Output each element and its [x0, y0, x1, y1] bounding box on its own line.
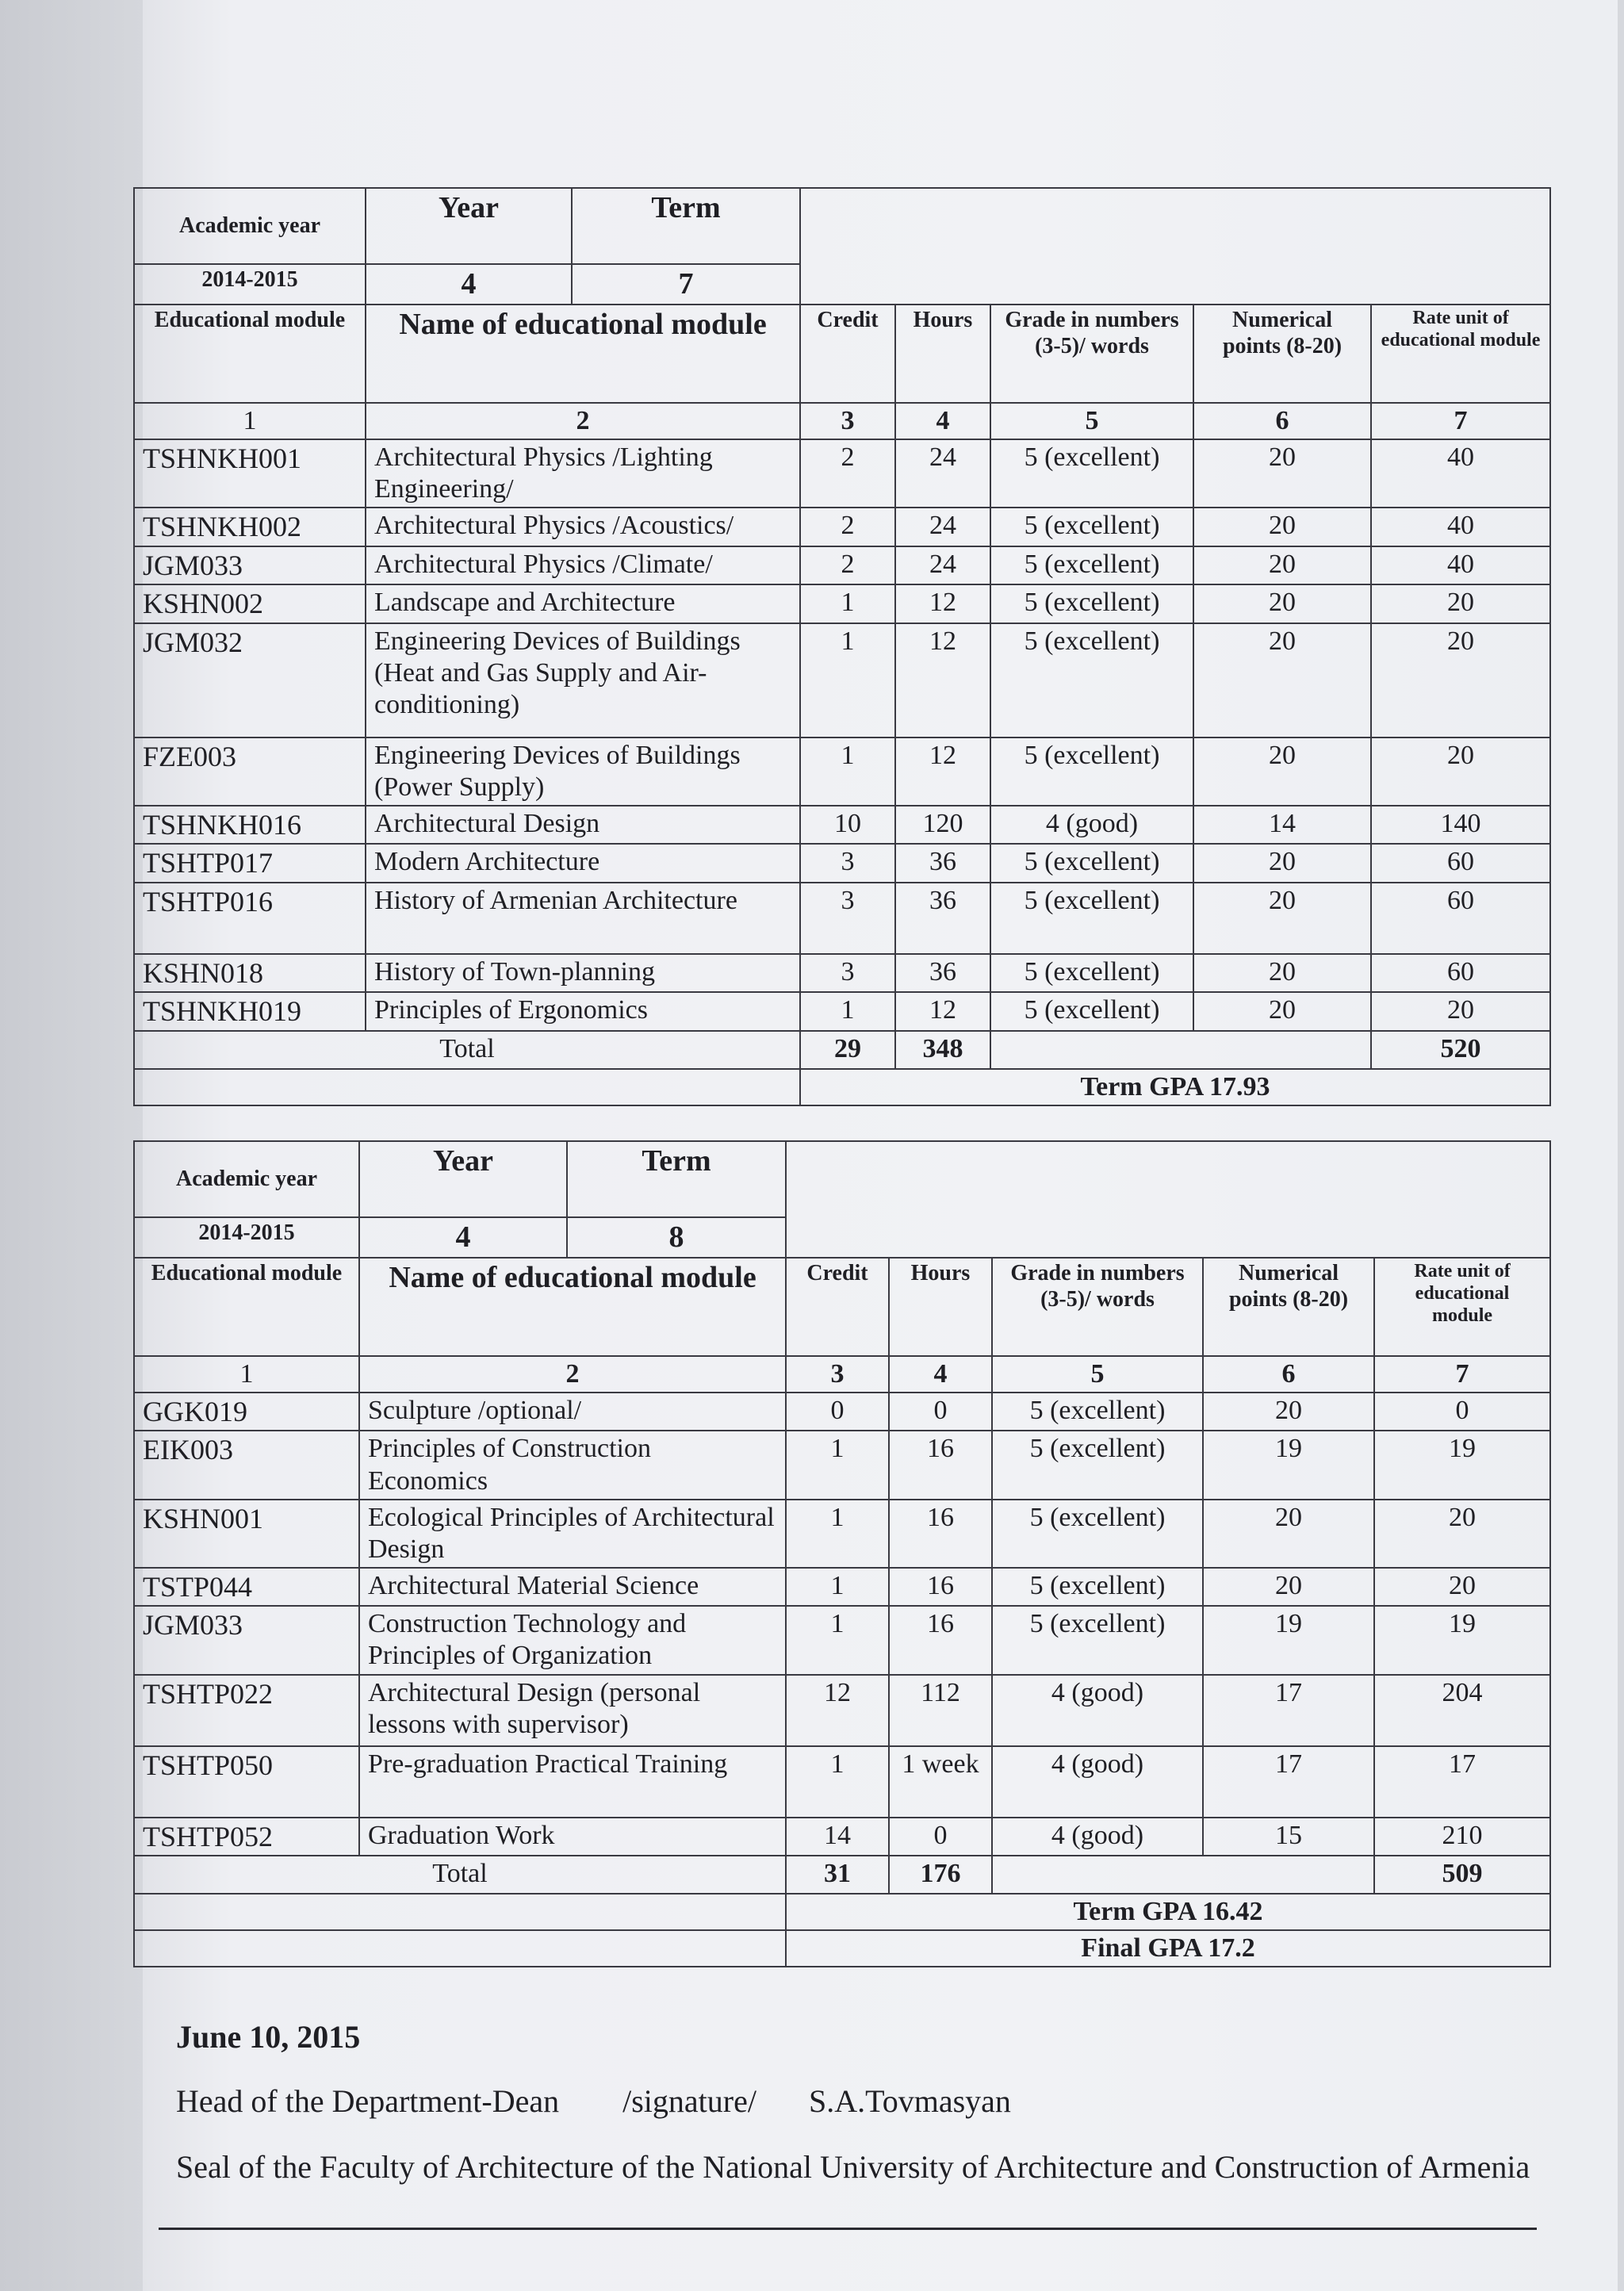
- table-row: [134, 1746, 1550, 1818]
- module-rate: 204: [1374, 1675, 1550, 1746]
- col-header-grade: Grade in numbers (3-5)/ words: [990, 305, 1193, 403]
- module-grade: 5 (excellent): [990, 883, 1193, 954]
- total-label: Total: [134, 1856, 786, 1894]
- module-grade: 4 (good): [992, 1675, 1203, 1746]
- module-hours: 16: [889, 1606, 992, 1674]
- module-grade: 5 (excellent): [990, 439, 1193, 508]
- module-hours: 112: [889, 1675, 992, 1746]
- module-grade: 5 (excellent): [992, 1431, 1203, 1499]
- total-rate: 509: [1374, 1856, 1550, 1894]
- table-row: [134, 737, 1550, 806]
- module-rate: 20: [1371, 737, 1550, 806]
- module-hours: 24: [895, 546, 990, 584]
- module-code: FZE003: [134, 737, 366, 806]
- module-credit: 3: [800, 844, 895, 882]
- module-grade: 5 (excellent): [990, 737, 1193, 806]
- total-blank: [992, 1856, 1374, 1894]
- module-name: Architectural Physics /Climate/: [366, 546, 800, 584]
- module-grade: 5 (excellent): [992, 1500, 1203, 1568]
- module-credit: 0: [786, 1393, 889, 1431]
- col-number: 6: [1193, 403, 1371, 439]
- total-hours: 348: [895, 1031, 990, 1069]
- year-value: 4: [366, 264, 572, 305]
- module-hours: 36: [895, 954, 990, 992]
- module-code: TSTP044: [134, 1568, 359, 1606]
- term-8-rows: [134, 1393, 1550, 1856]
- total-blank: [990, 1031, 1371, 1069]
- module-grade: 5 (excellent): [990, 954, 1193, 992]
- module-code: TSHNKH019: [134, 992, 366, 1030]
- final-gpa-blank: [134, 1930, 786, 1967]
- module-points: 17: [1203, 1746, 1374, 1818]
- header-blank: [800, 188, 1550, 305]
- module-grade: 5 (excellent): [992, 1393, 1203, 1431]
- module-code: JGM033: [134, 546, 366, 584]
- academic-year-value: 2014-2015: [134, 1217, 359, 1258]
- module-rate: 19: [1374, 1431, 1550, 1499]
- module-points: 14: [1193, 806, 1371, 844]
- module-code: KSHN018: [134, 954, 366, 992]
- module-rate: 19: [1374, 1606, 1550, 1674]
- signatory-position: Head of the Department-Dean: [176, 2083, 560, 2119]
- table-row: [134, 1818, 1550, 1856]
- module-points: 20: [1193, 508, 1371, 546]
- module-points: 15: [1203, 1818, 1374, 1856]
- col-header-rate: Rate unit of educational module: [1374, 1258, 1550, 1356]
- module-grade: 5 (excellent): [990, 546, 1193, 584]
- col-header-hours: Hours: [889, 1258, 992, 1356]
- signatory-name: S.A.Tovmasyan: [808, 2083, 1011, 2119]
- col-header-points: Numerical points (8-20): [1203, 1258, 1374, 1356]
- module-name: History of Town-planning: [366, 954, 800, 992]
- table-row: [134, 844, 1550, 882]
- table-row: [134, 1568, 1550, 1606]
- module-name: Sculpture /optional/: [359, 1393, 786, 1431]
- col-header-module-name: Name of educational module: [359, 1258, 786, 1356]
- module-code: TSHTP016: [134, 883, 366, 954]
- module-rate: 20: [1374, 1568, 1550, 1606]
- seal-text: Seal of the Faculty of Architecture of the National University of Architecture and Construction of Armenia: [176, 2149, 1530, 2185]
- module-hours: 0: [889, 1393, 992, 1431]
- module-points: 20: [1203, 1393, 1374, 1431]
- module-name: Architectural Physics /Lighting Engineering/: [366, 439, 800, 508]
- module-credit: 3: [800, 883, 895, 954]
- module-name: Modern Architecture: [366, 844, 800, 882]
- col-header-grade: Grade in numbers (3-5)/ words: [992, 1258, 1203, 1356]
- module-credit: 2: [800, 508, 895, 546]
- table-row: [134, 1393, 1550, 1431]
- table-row: [134, 1675, 1550, 1746]
- gpa-blank: [134, 1894, 786, 1930]
- module-hours: 12: [895, 623, 990, 737]
- col-number: 4: [889, 1356, 992, 1393]
- total-credit: 29: [800, 1031, 895, 1069]
- module-code: JGM033: [134, 1606, 359, 1674]
- module-credit: 2: [800, 546, 895, 584]
- term-8-transcript-table: [133, 1140, 1551, 1967]
- module-rate: 40: [1371, 508, 1550, 546]
- year-label: Year: [359, 1141, 567, 1217]
- table-row: [134, 1500, 1550, 1568]
- final-gpa: Final GPA 17.2: [786, 1930, 1550, 1967]
- academic-year-label: Academic year: [134, 1141, 359, 1217]
- module-rate: 60: [1371, 883, 1550, 954]
- table-row: [134, 806, 1550, 844]
- table-row: [134, 439, 1550, 508]
- header-blank: [786, 1141, 1550, 1258]
- term-label: Term: [567, 1141, 786, 1217]
- table-row: [134, 883, 1550, 954]
- col-header-module-name: Name of educational module: [366, 305, 800, 403]
- col-number: 4: [895, 403, 990, 439]
- module-credit: 10: [800, 806, 895, 844]
- module-rate: 140: [1371, 806, 1550, 844]
- col-number: 2: [359, 1356, 786, 1393]
- total-label: Total: [134, 1031, 800, 1069]
- module-rate: 17: [1374, 1746, 1550, 1818]
- module-name: Architectural Physics /Acoustics/: [366, 508, 800, 546]
- year-label: Year: [366, 188, 572, 264]
- term-value: 8: [567, 1217, 786, 1258]
- module-code: GGK019: [134, 1393, 359, 1431]
- module-grade: 4 (good): [990, 806, 1193, 844]
- module-points: 20: [1193, 737, 1371, 806]
- col-header-rate: Rate unit of educational module: [1371, 305, 1550, 403]
- module-credit: 14: [786, 1818, 889, 1856]
- module-credit: 3: [800, 954, 895, 992]
- module-credit: 1: [800, 737, 895, 806]
- module-rate: 20: [1371, 992, 1550, 1030]
- table-row: [134, 1431, 1550, 1499]
- module-name: Construction Technology and Principles of Organization: [359, 1606, 786, 1674]
- module-credit: 1: [800, 584, 895, 623]
- module-rate: 210: [1374, 1818, 1550, 1856]
- module-points: 20: [1193, 954, 1371, 992]
- table-row: [134, 546, 1550, 584]
- module-code: TSHNKH002: [134, 508, 366, 546]
- module-credit: 1: [786, 1568, 889, 1606]
- term-gpa: Term GPA 17.93: [800, 1069, 1550, 1105]
- term-value: 7: [572, 264, 800, 305]
- module-points: 20: [1193, 439, 1371, 508]
- col-number: 6: [1203, 1356, 1374, 1393]
- module-points: 17: [1203, 1675, 1374, 1746]
- module-rate: 60: [1371, 844, 1550, 882]
- module-code: KSHN002: [134, 584, 366, 623]
- module-points: 20: [1193, 584, 1371, 623]
- module-points: 20: [1193, 883, 1371, 954]
- binding-margin: [0, 0, 143, 2291]
- total-hours: 176: [889, 1856, 992, 1894]
- signature-placeholder: /signature/: [622, 2083, 756, 2119]
- module-name: History of Armenian Architecture: [366, 883, 800, 954]
- col-number: 1: [134, 1356, 359, 1393]
- col-number: 5: [990, 403, 1193, 439]
- col-number: 2: [366, 403, 800, 439]
- module-grade: 5 (excellent): [992, 1568, 1203, 1606]
- module-points: 20: [1193, 546, 1371, 584]
- module-grade: 4 (good): [992, 1746, 1203, 1818]
- module-hours: 12: [895, 992, 990, 1030]
- term-7-transcript-table: [133, 187, 1551, 1106]
- module-grade: 5 (excellent): [990, 584, 1193, 623]
- gpa-blank: [134, 1069, 800, 1105]
- module-points: 20: [1203, 1500, 1374, 1568]
- module-points: 19: [1203, 1606, 1374, 1674]
- module-name: Engineering Devices of Buildings (Heat and Gas Supply and Air-conditioning): [366, 623, 800, 737]
- table-row: [134, 1606, 1550, 1674]
- table-row: [134, 508, 1550, 546]
- module-rate: 40: [1371, 439, 1550, 508]
- module-name: Architectural Material Science: [359, 1568, 786, 1606]
- col-number: 3: [800, 403, 895, 439]
- issue-date: June 10, 2015: [176, 2019, 361, 2055]
- module-grade: 5 (excellent): [990, 992, 1193, 1030]
- module-credit: 1: [786, 1606, 889, 1674]
- module-credit: 1: [786, 1500, 889, 1568]
- module-grade: 5 (excellent): [990, 623, 1193, 737]
- table-row: [134, 954, 1550, 992]
- module-code: TSHTP022: [134, 1675, 359, 1746]
- col-number: 7: [1371, 403, 1550, 439]
- module-points: 20: [1203, 1568, 1374, 1606]
- module-hours: 16: [889, 1500, 992, 1568]
- module-code: JGM032: [134, 623, 366, 737]
- col-header-educational-module: Educational module: [134, 1258, 359, 1356]
- year-value: 4: [359, 1217, 567, 1258]
- module-points: 20: [1193, 623, 1371, 737]
- module-hours: 12: [895, 584, 990, 623]
- total-credit: 31: [786, 1856, 889, 1894]
- module-rate: 20: [1371, 584, 1550, 623]
- module-credit: 2: [800, 439, 895, 508]
- module-name: Principles of Construction Economics: [359, 1431, 786, 1499]
- module-name: Architectural Design (personal lessons with supervisor): [359, 1675, 786, 1746]
- table-row: [134, 623, 1550, 737]
- module-credit: 12: [786, 1675, 889, 1746]
- module-code: TSHNKH016: [134, 806, 366, 844]
- term-gpa: Term GPA 16.42: [786, 1894, 1550, 1930]
- module-name: Graduation Work: [359, 1818, 786, 1856]
- module-credit: 1: [800, 992, 895, 1030]
- module-hours: 36: [895, 883, 990, 954]
- module-name: Architectural Design: [366, 806, 800, 844]
- module-hours: 16: [889, 1431, 992, 1499]
- module-code: KSHN001: [134, 1500, 359, 1568]
- total-rate: 520: [1371, 1031, 1550, 1069]
- col-number: 3: [786, 1356, 889, 1393]
- module-code: TSHTP017: [134, 844, 366, 882]
- table-row: [134, 992, 1550, 1030]
- module-name: Principles of Ergonomics: [366, 992, 800, 1030]
- table-row: [134, 584, 1550, 623]
- module-hours: 0: [889, 1818, 992, 1856]
- module-code: TSHNKH001: [134, 439, 366, 508]
- module-rate: 40: [1371, 546, 1550, 584]
- module-grade: 4 (good): [992, 1818, 1203, 1856]
- col-number: 7: [1374, 1356, 1550, 1393]
- module-code: TSHTP050: [134, 1746, 359, 1818]
- module-name: Engineering Devices of Buildings (Power Supply): [366, 737, 800, 806]
- module-credit: 1: [786, 1431, 889, 1499]
- module-rate: 0: [1374, 1393, 1550, 1431]
- module-code: EIK003: [134, 1431, 359, 1499]
- module-hours: 12: [895, 737, 990, 806]
- term-label: Term: [572, 188, 800, 264]
- term-7-rows: [134, 439, 1550, 1031]
- col-number: 1: [134, 403, 366, 439]
- module-grade: 5 (excellent): [990, 508, 1193, 546]
- col-header-points: Numerical points (8-20): [1193, 305, 1371, 403]
- module-rate: 60: [1371, 954, 1550, 992]
- module-grade: 5 (excellent): [992, 1606, 1203, 1674]
- module-hours: 120: [895, 806, 990, 844]
- module-hours: 24: [895, 508, 990, 546]
- module-hours: 16: [889, 1568, 992, 1606]
- signature-line: [176, 2082, 1011, 2120]
- module-code: TSHTP052: [134, 1818, 359, 1856]
- module-name: Ecological Principles of Architectural Design: [359, 1500, 786, 1568]
- module-grade: 5 (excellent): [990, 844, 1193, 882]
- academic-year-label: Academic year: [134, 188, 366, 264]
- module-hours: 1 week: [889, 1746, 992, 1818]
- module-points: 20: [1193, 992, 1371, 1030]
- module-name: Pre-graduation Practical Training: [359, 1746, 786, 1818]
- col-header-credit: Credit: [800, 305, 895, 403]
- module-credit: 1: [786, 1746, 889, 1818]
- module-points: 19: [1203, 1431, 1374, 1499]
- module-points: 20: [1193, 844, 1371, 882]
- module-hours: 24: [895, 439, 990, 508]
- col-header-credit: Credit: [786, 1258, 889, 1356]
- module-name: Landscape and Architecture: [366, 584, 800, 623]
- module-rate: 20: [1371, 623, 1550, 737]
- module-rate: 20: [1374, 1500, 1550, 1568]
- module-hours: 36: [895, 844, 990, 882]
- col-header-hours: Hours: [895, 305, 990, 403]
- bottom-rule: [159, 2228, 1537, 2230]
- module-credit: 1: [800, 623, 895, 737]
- col-number: 5: [992, 1356, 1203, 1393]
- col-header-educational-module: Educational module: [134, 305, 366, 403]
- academic-year-value: 2014-2015: [134, 264, 366, 305]
